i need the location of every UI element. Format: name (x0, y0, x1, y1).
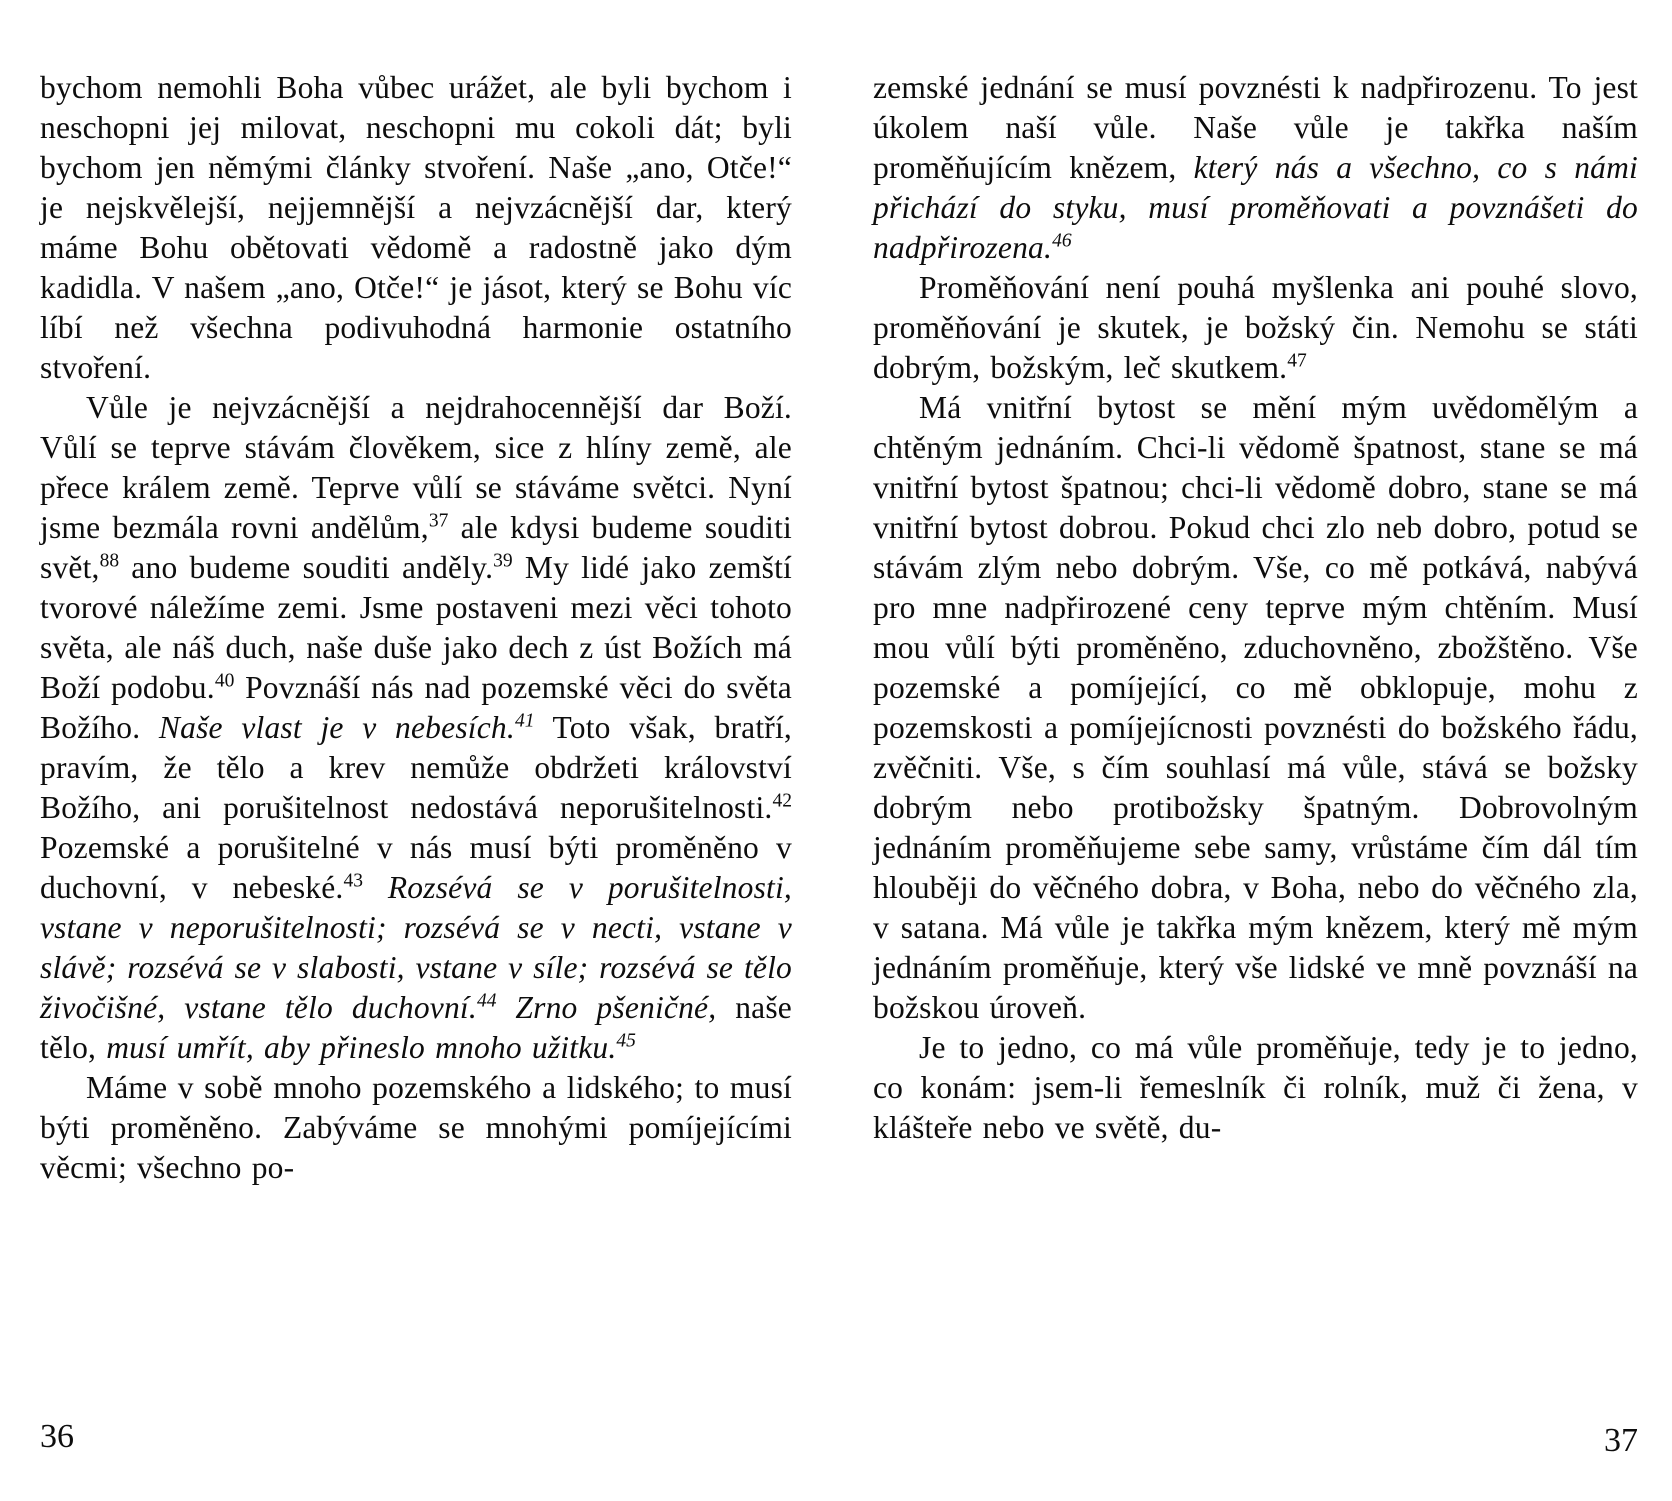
footnote-reference: 43 (343, 870, 364, 892)
footnote-reference: 45 (616, 1030, 636, 1052)
paragraph: zemské jednání se musí povznésti k nadpřirozenu. To jest úkolem naší vůle. Naše vůle je takřka naším proměňujícím knězem, který nás a všechno, co s námi přichází do styku, musí proměňovati a povznášeti do nadpřirozena.$^{46}$ (873, 70, 1639, 265)
footnote-reference: 44 (476, 990, 497, 1012)
footnote-reference: 47 (1287, 350, 1307, 372)
paragraph: Je to jedno, co má vůle proměňuje, tedy je to jedno, co konám: jsem-li řemeslník či rolník, muž či žena, v klášteře nebo ve světě, du- (873, 1030, 1638, 1145)
paragraph: Vůle je nejvzácnější a nejdrahocennější dar Boží. Vůlí se teprve stávám člověkem, sice z hlíny země, ale přece králem země. Teprve vůlí se stáváme světci. Nyní jsme bezmála rovni andělům,$^{37}$ ale kdysi budeme souditi svět,$^{88}$ ano budeme souditi anděly.$^{39}$ My lidé jako zemští tvorové náležíme zemi. Jsme postaveni mezi věci tohoto světa, ale náš duch, naše duše jako dech z úst Božích má Boží podobu.$^{40}$ Povznáší nás nad pozemské věci do světa Božího. Naše vlast je v nebesích.$^{41}$ Toto však, bratří, pravím, že tělo a krev nemůže obdržeti království Božího, ani porušitelnost nedostává neporušitelnosti.$^{42}$ Pozemské a porušitelné v nás musí býti proměněno v duchovní, v nebeské.$^{43}$ Rozsévá se v porušitelnosti, vstane v neporušitelnosti; rozsévá se v necti, vstane v slávě; rozsévá se v slabosti, vstane v síle; rozsévá se tělo živočišné, vstane tělo duchovní.$^{44}$ Zrno pšeničné, naše tělo, musí umřít, aby přineslo mnoho užitku.$^{45}$ (40, 390, 793, 1065)
footnote-reference: 88 (99, 550, 120, 572)
footnote-reference: 46 (1052, 230, 1072, 252)
footnote-reference: 37 (428, 510, 449, 532)
paragraph: Máme v sobě mnoho pozemského a lidského; to musí býti proměněno. Zabýváme se mnohými pomíjejícími věcmi; všechno po- (40, 1070, 792, 1185)
footnote-reference: 42 (772, 790, 792, 812)
paragraph: Proměňování není pouhá myšlenka ani pouhé slovo, proměňování je skutek, je božský čin. Nemohu se státi dobrým, božským, leč skutkem.$^{47}$ (873, 270, 1638, 385)
page-number-left: 36 (40, 1418, 74, 1455)
book-page-left-text (40, 68, 792, 1188)
book-page-right-text (873, 68, 1638, 1148)
page-number-right: 37 (1604, 1422, 1638, 1459)
footnote-reference: 41 (514, 710, 535, 732)
paragraph: bychom nemohli Boha vůbec urážet, ale byli bychom i neschopni jej milovat, neschopni mu cokoli dát; byli bychom jen němými články stvoření. Naše „ano, Otče!“ je nejskvělejší, nejjemnější a nejvzácnější dar, který máme Bohu obětovati vědomě a radostně jako dým kadidla. V našem „ano, Otče!“ je jásot, který se Bohu víc líbí než všechna podivuhodná harmonie ostatního stvoření. (40, 70, 792, 385)
footnote-reference: 39 (493, 550, 513, 572)
footnote-reference: 40 (214, 670, 235, 692)
paragraph: Má vnitřní bytost se mění mým uvědomělým a chtěným jednáním. Chci-li vědomě špatnost, stane se má vnitřní bytost špatnou; chci-li vědomě dobro, stane se má vnitřní bytost dobrou. Pokud chci zlo neb dobro, potud se stávám zlým nebo dobrým. Vše, co mě potkává, nabývá pro mne nadpřirozené ceny teprve mým chtěním. Musí mou vůlí býti proměněno, zduchovněno, zbožštěno. Vše pozemské a pomíjející, co mě obklopuje, mohu z pozemskosti a pomíjejícnosti povznésti do božského řádu, zvěčniti. Vše, s čím souhlasí má vůle, stává se božsky dobrým nebo protibožsky špatným. Dobrovolným jednáním proměňujeme sebe samy, vrůstáme čím dál tím hlouběji do věčného dobra, v Boha, nebo do věčného zla, v satana. Má vůle je takřka mým knězem, který mě mým jednáním proměňuje, který vše lidské ve mně povznáší na božskou úroveň. (873, 390, 1638, 1025)
